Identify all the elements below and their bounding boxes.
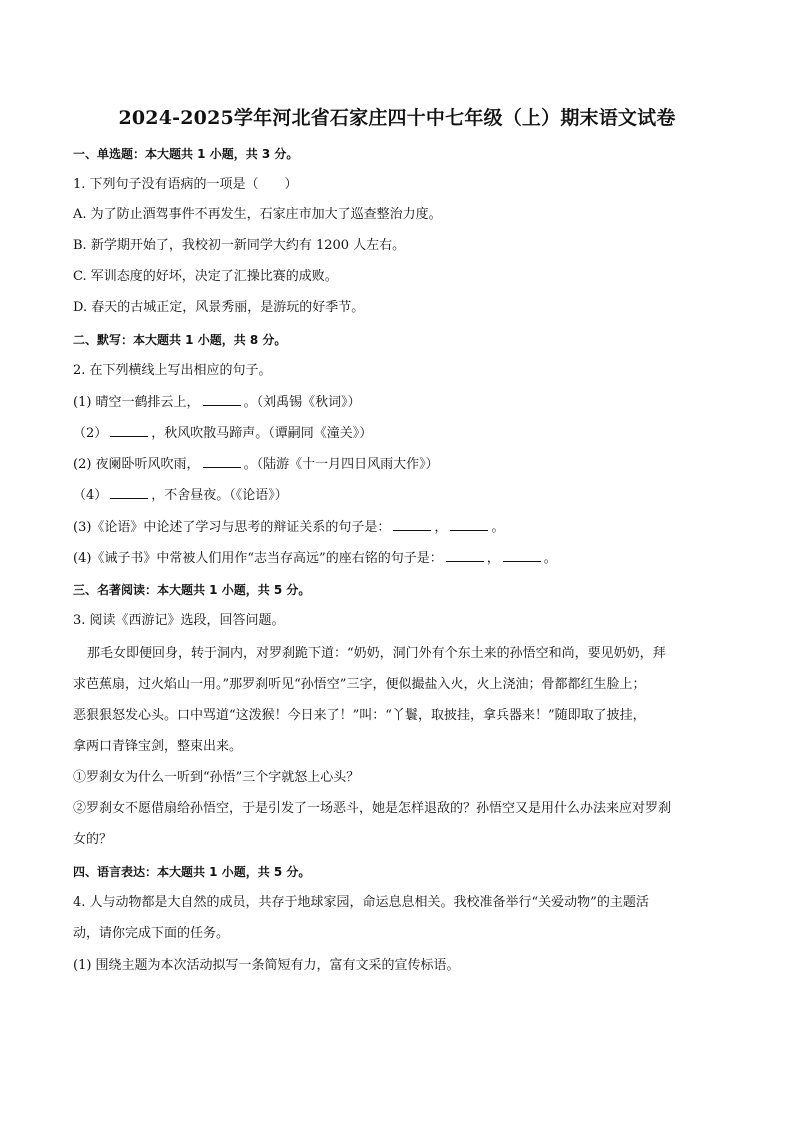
answer-blank xyxy=(446,549,484,562)
question-3-sub-b-cont: 女的？ xyxy=(73,832,113,847)
question-4-stem: 4. 人与动物都是大自然的成员，共存于地球家园，命运息息相关。我校准备举行“关爱动物”的主题活 xyxy=(73,895,649,910)
item-text: 。 xyxy=(491,520,505,535)
section-heading-3 xyxy=(73,581,723,599)
section-heading-text: 四、语言表达：本大题共 1 小题，共 5 分。 xyxy=(73,865,311,879)
passage-line: 拿两口青锋宝剑，整束出来。 xyxy=(73,739,243,754)
answer-blank xyxy=(393,518,431,531)
question-1-option-c: C. 军训态度的好坏，决定了汇操比赛的成败。 xyxy=(73,269,338,284)
item-text: ， xyxy=(434,520,448,535)
section-heading-text: 三、名著阅读：本大题共 1 小题，共 5 分。 xyxy=(73,583,311,597)
answer-blank xyxy=(450,518,488,531)
item-text: (1) 晴空一鹤排云上， xyxy=(73,395,200,410)
question-4-stem-cont: 动，请你完成下面的任务。 xyxy=(73,926,230,941)
question-2-item xyxy=(73,518,723,537)
page-title: 2024-2025学年河北省石家庄四十中七年级（上）期末语文试卷 xyxy=(118,107,676,129)
question-2-item xyxy=(73,486,723,505)
question-2-item xyxy=(73,393,723,412)
section-heading-1 xyxy=(73,145,723,163)
item-text: ，秋风吹散马蹄声。（谭嗣同《潼关》） xyxy=(151,426,373,441)
item-text: (4)《诫子书》中常被人们用作“志当存高远”的座右铭的句子是： xyxy=(73,551,443,566)
item-text: 。 xyxy=(543,551,557,566)
item-text: （4） xyxy=(73,488,108,503)
answer-blank xyxy=(503,549,541,562)
passage-line: 那毛女即便回身，转于洞内，对罗刹跪下道：“奶奶，洞门外有个东土来的孙悟空和尚，要见奶奶，拜 xyxy=(87,646,666,661)
passage-line: 求芭蕉扇，过火焰山一用。”那罗刹听见“孙悟空”三字，便似撮盐入火，火上浇油；骨都都红生脸上； xyxy=(73,677,646,692)
question-1-stem: 1. 下列句子没有语病的一项是（ ） xyxy=(73,177,298,192)
question-2-stem: 2. 在下列横线上写出相应的句子。 xyxy=(73,363,272,378)
answer-blank xyxy=(110,486,148,499)
question-3-sub-a: ①罗刹女为什么一听到“孙悟”三个字就怒上心头？ xyxy=(73,770,360,785)
question-3-stem: 3. 阅读《西游记》选段，回答问题。 xyxy=(73,613,285,628)
item-text: （2） xyxy=(73,426,108,441)
section-heading-4 xyxy=(73,863,723,881)
section-heading-text: 一、单选题：本大题共 1 小题，共 3 分。 xyxy=(73,147,299,161)
answer-blank xyxy=(203,393,241,406)
section-heading-2 xyxy=(73,331,723,349)
answer-blank xyxy=(110,424,148,437)
item-text: (2) 夜阑卧听风吹雨， xyxy=(73,457,200,472)
question-4-sub-1: (1) 围绕主题为本次活动拟写一条简短有力，富有文采的宣传标语。 xyxy=(73,958,460,973)
question-2-item xyxy=(73,424,723,443)
passage-line: 恶狠狠怒发心头。口中骂道“这泼猴！今日来了！”叫：“丫鬟，取披挂，拿兵器来！”随即取了披挂， xyxy=(73,708,646,723)
question-1-option-b: B. 新学期开始了，我校初一新同学大约有 1200 人左右。 xyxy=(73,238,406,253)
question-3-sub-b: ②罗刹女不愿借扇给孙悟空，于是引发了一场恶斗，她是怎样退敌的？孙悟空又是用什么办法来应对罗刹 xyxy=(73,801,672,816)
section-heading-text: 二、默写：本大题共 1 小题，共 8 分。 xyxy=(73,333,287,347)
question-1-option-d: D. 春天的古城正定，风景秀丽，是游玩的好季节。 xyxy=(73,300,365,315)
question-2-item xyxy=(73,549,723,568)
item-text: ， xyxy=(486,551,500,566)
item-text: 。（陆游《十一月四日风雨大作》） xyxy=(243,457,439,472)
question-1-option-a: A. 为了防止酒驾事件不再发生，石家庄市加大了巡查整治力度。 xyxy=(73,207,442,222)
question-2-item xyxy=(73,455,723,474)
item-text: ，不舍昼夜。（《论语》） xyxy=(151,488,288,503)
item-text: 。（刘禹锡《秋词》） xyxy=(243,395,361,410)
item-text: (3)《论语》中论述了学习与思考的辩证关系的句子是： xyxy=(73,520,391,535)
answer-blank xyxy=(203,455,241,468)
